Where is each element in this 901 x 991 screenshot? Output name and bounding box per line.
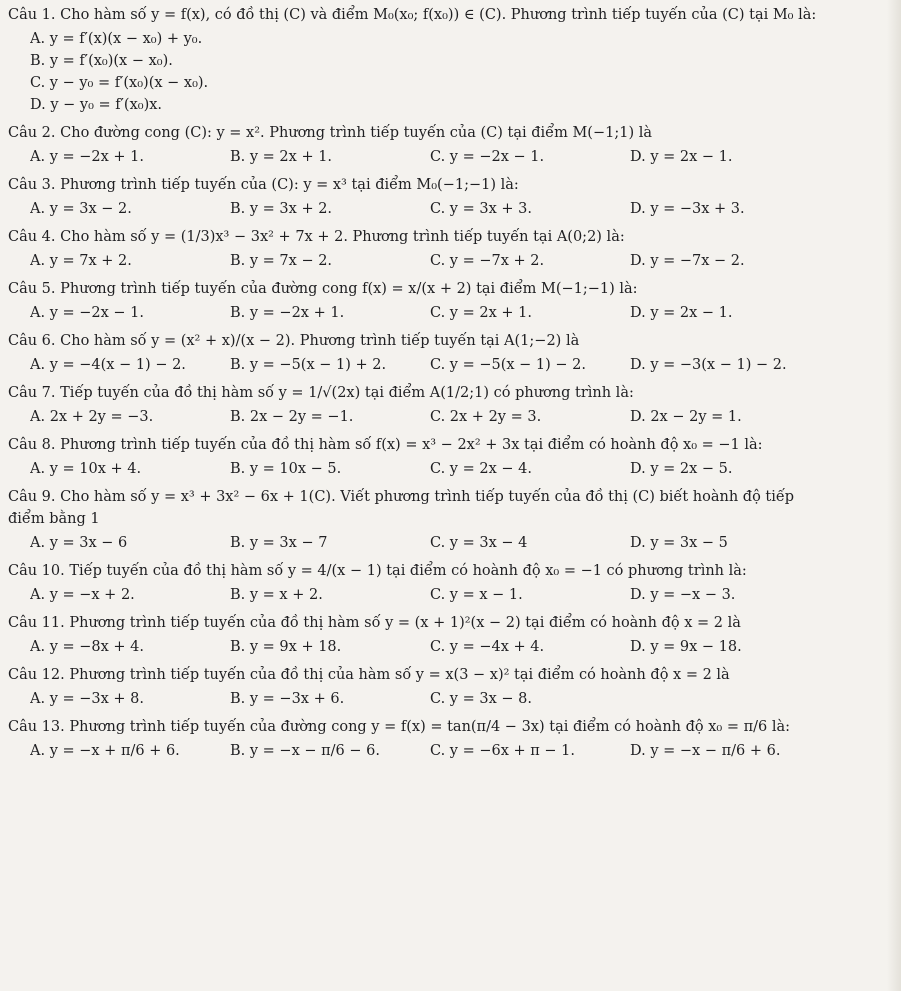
option-a: A. y = −x + 2. [30,587,135,603]
option-a: A. y = −2x + 1. [30,149,145,165]
answer-options [30,146,883,168]
option-c: C. y = 3x − 8. [430,691,532,707]
answer-options [30,28,883,116]
question-12 [8,664,883,710]
option-d: D. y − y₀ = f′(x₀)x. [30,97,163,113]
option-b: B. y = −x − π/6 − 6. [230,743,380,759]
question-stem: Câu 5. Phương trình tiếp tuyến của đường cong f(x) = x/(x + 2) tại điểm M(−1;−1) là: [8,281,638,297]
option-c: C. y = 2x + 1. [430,305,532,321]
question-stem: Câu 11. Phương trình tiếp tuyến của đồ thị hàm số y = (x + 1)²(x − 2) tại điểm có hoành độ x = 2 là [8,615,741,631]
question-stem: Câu 8. Phương trình tiếp tuyến của đồ thị hàm số f(x) = x³ − 2x² + 3x tại điểm có hoành độ x₀ = −1 là: [8,437,763,453]
answer-options [30,636,883,658]
question-5 [8,278,883,324]
question-stem-continued: điểm bằng 1 [8,511,100,527]
option-a: A. y = −2x − 1. [30,305,145,321]
option-c: C. y − y₀ = f′(x₀)(x − x₀). [30,75,209,91]
option-a: A. y = −3x + 8. [30,691,145,707]
option-c: C. y = x − 1. [430,587,523,603]
option-d: D. y = 2x − 5. [630,461,733,477]
option-d: D. 2x − 2y = 1. [630,409,742,425]
option-b: B. y = x + 2. [230,587,323,603]
question-stem: Câu 7. Tiếp tuyến của đồ thị hàm số y = 1/√(2x) tại điểm A(1/2;1) có phương trình là: [8,385,634,401]
option-b: B. y = 7x − 2. [230,253,333,269]
option-b: B. y = −2x + 1. [230,305,345,321]
answer-options [30,458,883,480]
question-stem: Câu 4. Cho hàm số y = (1/3)x³ − 3x² + 7x + 2. Phương trình tiếp tuyến tại A(0;2) là: [8,229,625,245]
question-stem: Câu 1. Cho hàm số y = f(x), có đồ thị (C) và điểm M₀(x₀; f(x₀)) ∈ (C). Phương trình tiếp tuyến của (C) tại M₀ là: [8,7,817,23]
option-d: D. y = −7x − 2. [630,253,745,269]
question-stem: Câu 10. Tiếp tuyến của đồ thị hàm số y = 4/(x − 1) tại điểm có hoành độ x₀ = −1 có phương trình là: [8,563,747,579]
option-b: B. y = 2x + 1. [230,149,333,165]
answer-options [30,688,883,710]
option-c: C. y = −2x − 1. [430,149,545,165]
option-b: B. y = −3x + 6. [230,691,345,707]
question-7 [8,382,883,428]
option-d: D. y = −3x + 3. [630,201,745,217]
option-d: D. y = 9x − 18. [630,639,742,655]
option-b: B. y = 3x + 2. [230,201,333,217]
page-edge-shadow [887,0,901,991]
option-b: B. y = −5(x − 1) + 2. [230,357,387,373]
question-1 [8,4,883,116]
option-d: D. y = −3(x − 1) − 2. [630,357,787,373]
option-d: D. y = 2x − 1. [630,305,733,321]
option-a: A. y = −4(x − 1) − 2. [30,357,186,373]
question-9 [8,486,883,554]
option-c: C. y = 3x − 4 [430,535,528,551]
option-d: D. y = 2x − 1. [630,149,733,165]
option-c: C. y = −6x + π − 1. [430,743,576,759]
question-4 [8,226,883,272]
question-stem: Câu 13. Phương trình tiếp tuyến của đường cong y = f(x) = tan(π/4 − 3x) tại điểm có hoành độ x₀ = π/6 là: [8,719,791,735]
question-stem: Câu 9. Cho hàm số y = x³ + 3x² − 6x + 1(C). Viết phương trình tiếp tuyến của đồ thị (C) biết hoành độ tiếp [8,489,795,505]
question-6 [8,330,883,376]
option-a: A. y = f′(x)(x − x₀) + y₀. [30,31,203,47]
option-d: D. y = −x − 3. [630,587,736,603]
option-c: C. 2x + 2y = 3. [430,409,542,425]
option-a: A. y = 3x − 6 [30,535,128,551]
option-b: B. y = 9x + 18. [230,639,342,655]
question-13 [8,716,883,762]
option-a: A. y = 3x − 2. [30,201,132,217]
question-8 [8,434,883,480]
answer-options [30,302,883,324]
question-stem: Câu 3. Phương trình tiếp tuyến của (C): y = x³ tại điểm M₀(−1;−1) là: [8,177,519,193]
option-b: B. y = f′(x₀)(x − x₀). [30,53,173,69]
question-2 [8,122,883,168]
answer-options [30,584,883,606]
answer-options [30,532,883,554]
option-d: D. y = 3x − 5 [630,535,728,551]
answer-options [30,354,883,376]
question-11 [8,612,883,658]
answer-options [30,740,883,762]
option-c: C. y = −4x + 4. [430,639,545,655]
option-c: C. y = −5(x − 1) − 2. [430,357,587,373]
question-stem: Câu 2. Cho đường cong (C): y = x². Phương trình tiếp tuyến của (C) tại điểm M(−1;1) là [8,125,652,141]
question-stem: Câu 6. Cho hàm số y = (x² + x)/(x − 2). Phương trình tiếp tuyến tại A(1;−2) là [8,333,580,349]
answer-options [30,406,883,428]
answer-options [30,198,883,220]
option-a: A. y = −8x + 4. [30,639,145,655]
option-b: B. 2x − 2y = −1. [230,409,354,425]
option-d: D. y = −x − π/6 + 6. [630,743,781,759]
option-a: A. y = −x + π/6 + 6. [30,743,180,759]
option-c: C. y = 3x + 3. [430,201,532,217]
option-c: C. y = −7x + 2. [430,253,545,269]
answer-options [30,250,883,272]
option-a: A. 2x + 2y = −3. [30,409,154,425]
question-10 [8,560,883,606]
option-c: C. y = 2x − 4. [430,461,532,477]
option-b: B. y = 3x − 7 [230,535,328,551]
option-a: A. y = 10x + 4. [30,461,142,477]
option-a: A. y = 7x + 2. [30,253,132,269]
question-stem: Câu 12. Phương trình tiếp tuyến của đồ thị của hàm số y = x(3 − x)² tại điểm có hoành độ x = 2 là [8,667,730,683]
question-3 [8,174,883,220]
option-b: B. y = 10x − 5. [230,461,342,477]
